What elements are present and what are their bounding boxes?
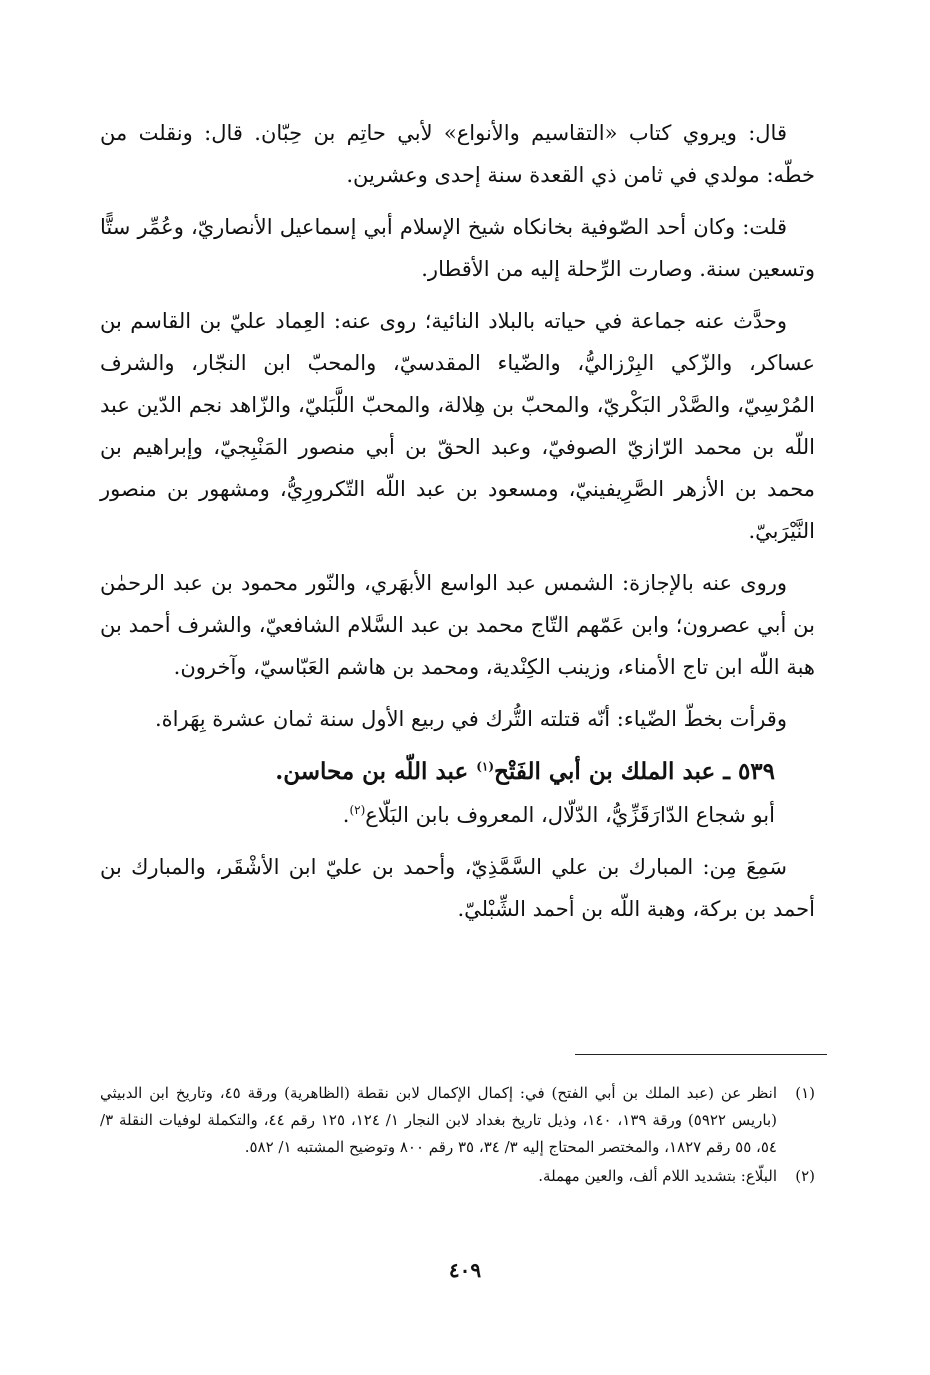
paragraph-narrators: وحدَّث عنه جماعة في حياته بالبلاد النائية؛ روى عنه: العِماد عليّ بن القاسم بن عساكر، والزّكي البِرْزاليُّ، والضّياء المقدسيّ، والمحبّ ابن النجّار، والشرف المُرْسِيّ، والصَّدْر البَكْريّ، والمحبّ بن هِلالة، والمحبّ اللَّبَليّ، والزّاهد نجم الدّين عبد اللّه بن محمد الرّازيّ الصوفيّ، وعبد الحقّ بن أبي منصور المَنْبِجيّ، وإبراهيم بن محمد بن الأزهر الصَّرِيفينيّ، ومسعود بن عبد اللّه التّكرورِيُّ، ومشهور بن منصور النَّيْرَبيّ. [100, 309, 815, 543]
footnote-text: البلّاع: بتشديد اللام ألف، والعين مهملة. [538, 1167, 777, 1185]
entry-kunya-text: أبو شجاع الدّارَقَزِّيُّ، الدّلّال، المعروف بابن البَلّاع [365, 803, 775, 827]
entry-heading [100, 750, 775, 794]
entry-kunya [100, 794, 775, 836]
footnote-ref-1[interactable]: (١) [476, 759, 495, 774]
footnote-number: (١) [795, 1084, 815, 1102]
paragraph-death: وقرأت بخطّ الضّياء: أنّه قتلته التُّرك في ربيع الأول سنة ثمان عشرة بِهَراة. [155, 707, 787, 731]
footnote-ref-2[interactable]: (٢) [349, 803, 366, 817]
main-text [100, 112, 815, 940]
paragraph-ijaza: وروى عنه بالإجازة: الشمس عبد الواسع الأبهَري، والنّور محمود بن عبد الرحمٰن بن أبي عصرون؛ وابن عَمّهم التّاج محمد بن عبد السَّلام الشافعيّ، والشرف أحمد بن هبة اللّه ابن تاج الأمناء، وزينب الكِنْدية، ومحمد بن هاشم العَبّاسيّ، وآخرون. [100, 571, 815, 679]
entry-heading-lineage: عبد اللّه بن محاسن. [275, 758, 469, 785]
footnote-1 [100, 1080, 815, 1161]
entry-kunya-end: . [342, 803, 350, 827]
page-number: ٤٠٩ [448, 1258, 482, 1282]
footnotes-section [100, 1080, 815, 1192]
footnote-2 [100, 1163, 815, 1190]
footnote-text: انظر عن (عبد الملك بن أبي الفتح) في: إكمال الإكمال لابن نقطة (الظاهرية) ورقة ٤٥، وتاريخ ابن الدبيثي (باريس ٥٩٢٢) ورقة ١٣٩، ١٤٠، وذيل تاريخ بغداد لابن النجار ١/ ١٢٤، ١٢٥ رقم ٤٤، والتكملة لوفيات النقلة ٣/ ٥٤، ٥٥ رقم ١٨٢٧، والمختصر المحتاج إليه ٣/ ٣٤، ٣٥ رقم ٨٠٠ وتوضيح المشتبه ١/ ٥٨٢. [100, 1084, 778, 1156]
paragraph-heard-from: سَمِعَ مِن: المبارك بن علي السَّمَّذِيّ، وأحمد بن عليّ ابن الأشْقَر، والمبارك بن أحمد بن بركة، وهبة اللّه بن أحمد الشِّبْليّ. [100, 855, 815, 921]
entry-heading-name: ٥٣٩ ـ عبد الملك بن أبي الفَتْح [494, 758, 775, 785]
footnote-number: (٢) [795, 1167, 815, 1185]
footnote-divider [575, 1054, 827, 1055]
paragraph-riwaya: قال: ويروي كتاب «التقاسيم والأنواع» لأبي حاتِم بن حِبّان. قال: ونقلت من خطّه: مولدي في ثامن ذي القعدة سنة إحدى وعشرين. [100, 121, 815, 187]
paragraph-sufi: قلت: وكان أحد الصّوفية بخانكاه شيخ الإسلام أبي إسماعيل الأنصاريّ، وعُمِّر ستًّا وتسعين سنة. وصارت الرِّحلة إليه من الأقطار. [100, 215, 815, 281]
